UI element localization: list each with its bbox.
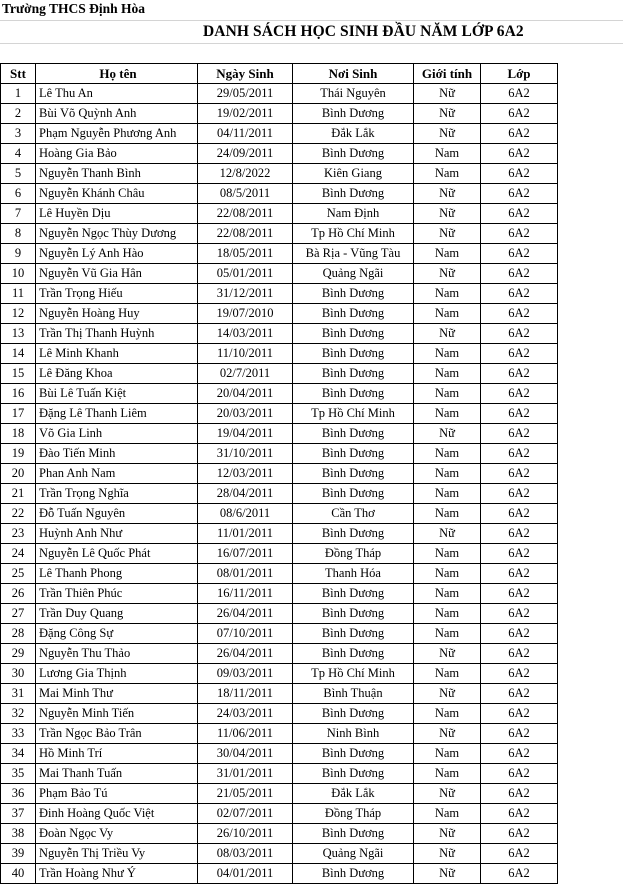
cell-birthplace[interactable]: Đồng Tháp xyxy=(293,804,414,824)
cell-dob[interactable]: 11/10/2011 xyxy=(198,344,293,364)
cell-stt[interactable]: 32 xyxy=(1,704,36,724)
cell-class[interactable]: 6A2 xyxy=(481,704,558,724)
table-row xyxy=(1,804,558,824)
table-row xyxy=(1,644,558,664)
table-row xyxy=(1,684,558,704)
cell-dob[interactable]: 19/04/2011 xyxy=(198,424,293,444)
cell-stt[interactable]: 31 xyxy=(1,684,36,704)
cell-gender[interactable]: Nữ xyxy=(414,784,481,804)
cell-birthplace[interactable]: Thanh Hóa xyxy=(293,564,414,584)
cell-gender[interactable]: Nữ xyxy=(414,84,481,104)
table-row xyxy=(1,404,558,424)
cell-name[interactable]: Mai Thanh Tuấn xyxy=(36,764,198,784)
cell-class[interactable]: 6A2 xyxy=(481,524,558,544)
cell-name[interactable]: Hồ Minh Trí xyxy=(36,744,198,764)
cell-name[interactable]: Đặng Lê Thanh Liêm xyxy=(36,404,198,424)
table-row xyxy=(1,204,558,224)
table-row xyxy=(1,824,558,844)
cell-gender[interactable]: Nữ xyxy=(414,184,481,204)
cell-dob[interactable]: 08/03/2011 xyxy=(198,844,293,864)
cell-dob[interactable]: 16/11/2011 xyxy=(198,584,293,604)
cell-name[interactable]: Lê Đăng Khoa xyxy=(36,364,198,384)
cell-dob[interactable]: 16/07/2011 xyxy=(198,544,293,564)
cell-dob[interactable]: 18/05/2011 xyxy=(198,244,293,264)
cell-birthplace[interactable]: Quảng Ngãi xyxy=(293,264,414,284)
header-class: Lớp xyxy=(481,64,558,84)
header-gender: Giới tính xyxy=(414,64,481,84)
cell-name[interactable]: Phạm Bảo Tú xyxy=(36,784,198,804)
cell-birthplace[interactable]: Ninh Bình xyxy=(293,724,414,744)
cell-name[interactable]: Đinh Hoàng Quốc Việt xyxy=(36,804,198,824)
cell-name[interactable]: Trần Trọng Nghĩa xyxy=(36,484,198,504)
cell-gender[interactable]: Nữ xyxy=(414,324,481,344)
table-row xyxy=(1,344,558,364)
cell-birthplace[interactable]: Bình Dương xyxy=(293,384,414,404)
cell-birthplace[interactable]: Quảng Ngãi xyxy=(293,844,414,864)
header-birthplace: Nơi Sinh xyxy=(293,64,414,84)
cell-name[interactable]: Phạm Nguyễn Phương Anh xyxy=(36,124,198,144)
cell-gender[interactable]: Nữ xyxy=(414,844,481,864)
cell-stt[interactable]: 30 xyxy=(1,664,36,684)
table-row xyxy=(1,564,558,584)
cell-class[interactable]: 6A2 xyxy=(481,764,558,784)
cell-stt[interactable]: 27 xyxy=(1,604,36,624)
cell-stt[interactable]: 15 xyxy=(1,364,36,384)
cell-name[interactable]: Trần Ngọc Bảo Trân xyxy=(36,724,198,744)
cell-stt[interactable]: 38 xyxy=(1,824,36,844)
cell-class[interactable]: 6A2 xyxy=(481,864,558,884)
table-row xyxy=(1,484,558,504)
cell-dob[interactable]: 09/03/2011 xyxy=(198,664,293,684)
cell-dob[interactable]: 08/01/2011 xyxy=(198,564,293,584)
cell-stt[interactable]: 12 xyxy=(1,304,36,324)
cell-birthplace[interactable]: Bình Dương xyxy=(293,144,414,164)
cell-class[interactable]: 6A2 xyxy=(481,584,558,604)
cell-stt[interactable]: 19 xyxy=(1,444,36,464)
cell-stt[interactable]: 39 xyxy=(1,844,36,864)
cell-dob[interactable]: 31/01/2011 xyxy=(198,764,293,784)
cell-class[interactable]: 6A2 xyxy=(481,784,558,804)
table-row xyxy=(1,784,558,804)
table-row xyxy=(1,544,558,564)
cell-gender[interactable]: Nam xyxy=(414,404,481,424)
cell-name[interactable]: Lương Gia Thịnh xyxy=(36,664,198,684)
table-row xyxy=(1,704,558,724)
cell-birthplace[interactable]: Bình Dương xyxy=(293,464,414,484)
cell-stt[interactable]: 23 xyxy=(1,524,36,544)
table-row xyxy=(1,864,558,884)
cell-stt[interactable]: 33 xyxy=(1,724,36,744)
cell-class[interactable]: 6A2 xyxy=(481,124,558,144)
cell-class[interactable]: 6A2 xyxy=(481,684,558,704)
table-row xyxy=(1,724,558,744)
cell-stt[interactable]: 34 xyxy=(1,744,36,764)
cell-birthplace[interactable]: Đắk Lắk xyxy=(293,784,414,804)
header-stt: Stt xyxy=(1,64,36,84)
cell-dob[interactable]: 20/04/2011 xyxy=(198,384,293,404)
gridline xyxy=(0,43,623,44)
cell-stt[interactable]: 14 xyxy=(1,344,36,364)
cell-dob[interactable]: 22/08/2011 xyxy=(198,204,293,224)
cell-stt[interactable]: 22 xyxy=(1,504,36,524)
cell-class[interactable]: 6A2 xyxy=(481,324,558,344)
cell-name[interactable]: Đỗ Tuấn Nguyên xyxy=(36,504,198,524)
table-row xyxy=(1,444,558,464)
cell-class[interactable]: 6A2 xyxy=(481,244,558,264)
cell-stt[interactable]: 1 xyxy=(1,84,36,104)
cell-birthplace[interactable]: Bình Dương xyxy=(293,764,414,784)
cell-class[interactable]: 6A2 xyxy=(481,664,558,684)
table-row xyxy=(1,504,558,524)
cell-name[interactable]: Lê Thanh Phong xyxy=(36,564,198,584)
cell-class[interactable]: 6A2 xyxy=(481,844,558,864)
cell-birthplace[interactable]: Bình Dương xyxy=(293,364,414,384)
cell-name[interactable]: Nguyễn Lý Anh Hào xyxy=(36,244,198,264)
cell-dob[interactable]: 22/08/2011 xyxy=(198,224,293,244)
cell-gender[interactable]: Nữ xyxy=(414,684,481,704)
cell-gender[interactable]: Nam xyxy=(414,764,481,784)
cell-class[interactable]: 6A2 xyxy=(481,544,558,564)
table-body xyxy=(1,84,558,884)
cell-birthplace[interactable]: Bình Dương xyxy=(293,484,414,504)
cell-dob[interactable]: 21/05/2011 xyxy=(198,784,293,804)
table-row xyxy=(1,224,558,244)
cell-class[interactable]: 6A2 xyxy=(481,484,558,504)
cell-gender[interactable]: Nam xyxy=(414,584,481,604)
cell-class[interactable]: 6A2 xyxy=(481,824,558,844)
cell-dob[interactable]: 30/04/2011 xyxy=(198,744,293,764)
cell-class[interactable]: 6A2 xyxy=(481,344,558,364)
cell-dob[interactable]: 26/10/2011 xyxy=(198,824,293,844)
table-row xyxy=(1,624,558,644)
cell-stt[interactable]: 13 xyxy=(1,324,36,344)
table-row xyxy=(1,244,558,264)
cell-name[interactable]: Nguyễn Vũ Gia Hân xyxy=(36,264,198,284)
cell-name[interactable]: Nguyễn Khánh Châu xyxy=(36,184,198,204)
cell-dob[interactable]: 31/10/2011 xyxy=(198,444,293,464)
table-row xyxy=(1,124,558,144)
cell-dob[interactable]: 07/10/2011 xyxy=(198,624,293,644)
cell-stt[interactable]: 21 xyxy=(1,484,36,504)
cell-name[interactable]: Huỳnh Anh Như xyxy=(36,524,198,544)
cell-gender[interactable]: Nam xyxy=(414,384,481,404)
cell-stt[interactable]: 11 xyxy=(1,284,36,304)
cell-name[interactable]: Bùi Lê Tuấn Kiệt xyxy=(36,384,198,404)
cell-gender[interactable]: Nam xyxy=(414,704,481,724)
cell-dob[interactable]: 24/03/2011 xyxy=(198,704,293,724)
cell-birthplace[interactable]: Cần Thơ xyxy=(293,504,414,524)
cell-stt[interactable]: 37 xyxy=(1,804,36,824)
cell-name[interactable]: Nguyễn Hoàng Huy xyxy=(36,304,198,324)
cell-gender[interactable]: Nam xyxy=(414,484,481,504)
cell-stt[interactable]: 20 xyxy=(1,464,36,484)
cell-stt[interactable]: 2 xyxy=(1,104,36,124)
cell-birthplace[interactable]: Bình Dương xyxy=(293,824,414,844)
table-row xyxy=(1,664,558,684)
cell-gender[interactable]: Nữ xyxy=(414,204,481,224)
cell-class[interactable]: 6A2 xyxy=(481,264,558,284)
header-dob: Ngày Sinh xyxy=(198,64,293,84)
cell-stt[interactable]: 36 xyxy=(1,784,36,804)
table-row xyxy=(1,584,558,604)
cell-gender[interactable]: Nam xyxy=(414,464,481,484)
student-table xyxy=(0,63,558,884)
cell-class[interactable]: 6A2 xyxy=(481,424,558,444)
cell-birthplace[interactable]: Bình Dương xyxy=(293,324,414,344)
cell-birthplace[interactable]: Bình Dương xyxy=(293,864,414,884)
cell-dob[interactable]: 05/01/2011 xyxy=(198,264,293,284)
document-title: DANH SÁCH HỌC SINH ĐẦU NĂM LỚP 6A2 xyxy=(203,23,524,40)
table-row xyxy=(1,304,558,324)
cell-birthplace[interactable]: Bà Rịa - Vũng Tàu xyxy=(293,244,414,264)
cell-class[interactable]: 6A2 xyxy=(481,84,558,104)
cell-gender[interactable]: Nữ xyxy=(414,104,481,124)
cell-gender[interactable]: Nam xyxy=(414,804,481,824)
cell-class[interactable]: 6A2 xyxy=(481,604,558,624)
cell-class[interactable]: 6A2 xyxy=(481,564,558,584)
table-row xyxy=(1,464,558,484)
cell-name[interactable]: Nguyễn Minh Tiến xyxy=(36,704,198,724)
cell-gender[interactable]: Nam xyxy=(414,544,481,564)
cell-dob[interactable]: 31/12/2011 xyxy=(198,284,293,304)
cell-birthplace[interactable]: Thái Nguyên xyxy=(293,84,414,104)
cell-gender[interactable]: Nam xyxy=(414,604,481,624)
cell-birthplace[interactable]: Bình Dương xyxy=(293,524,414,544)
cell-stt[interactable]: 25 xyxy=(1,564,36,584)
cell-class[interactable]: 6A2 xyxy=(481,464,558,484)
cell-gender[interactable]: Nam xyxy=(414,564,481,584)
cell-stt[interactable]: 4 xyxy=(1,144,36,164)
cell-birthplace[interactable]: Bình Dương xyxy=(293,644,414,664)
cell-birthplace[interactable]: Bình Dương xyxy=(293,104,414,124)
cell-gender[interactable]: Nữ xyxy=(414,724,481,744)
cell-class[interactable]: 6A2 xyxy=(481,724,558,744)
cell-dob[interactable]: 08/5/2011 xyxy=(198,184,293,204)
cell-dob[interactable]: 08/6/2011 xyxy=(198,504,293,524)
cell-gender[interactable]: Nam xyxy=(414,504,481,524)
table-row xyxy=(1,604,558,624)
cell-dob[interactable]: 18/11/2011 xyxy=(198,684,293,704)
cell-birthplace[interactable]: Bình Dương xyxy=(293,704,414,724)
cell-dob[interactable]: 02/07/2011 xyxy=(198,804,293,824)
cell-gender[interactable]: Nữ xyxy=(414,824,481,844)
cell-dob[interactable]: 28/04/2011 xyxy=(198,484,293,504)
cell-class[interactable]: 6A2 xyxy=(481,624,558,644)
cell-class[interactable]: 6A2 xyxy=(481,644,558,664)
cell-dob[interactable]: 04/11/2011 xyxy=(198,124,293,144)
cell-gender[interactable]: Nam xyxy=(414,624,481,644)
table-row xyxy=(1,764,558,784)
cell-class[interactable]: 6A2 xyxy=(481,304,558,324)
cell-name[interactable]: Nguyễn Thu Thảo xyxy=(36,644,198,664)
cell-dob[interactable]: 11/06/2011 xyxy=(198,724,293,744)
cell-stt[interactable]: 17 xyxy=(1,404,36,424)
cell-gender[interactable]: Nữ xyxy=(414,224,481,244)
cell-birthplace[interactable]: Bình Thuận xyxy=(293,684,414,704)
cell-name[interactable]: Lê Thu An xyxy=(36,84,198,104)
header-name: Họ tên xyxy=(36,64,198,84)
table-row xyxy=(1,424,558,444)
cell-class[interactable]: 6A2 xyxy=(481,224,558,244)
school-name: Trường THCS Định Hòa xyxy=(2,1,145,16)
cell-dob[interactable]: 11/01/2011 xyxy=(198,524,293,544)
cell-gender[interactable]: Nam xyxy=(414,444,481,464)
cell-gender[interactable]: Nam xyxy=(414,304,481,324)
cell-stt[interactable]: 35 xyxy=(1,764,36,784)
cell-name[interactable]: Trần Hoàng Như Ý xyxy=(36,864,198,884)
table-row xyxy=(1,84,558,104)
cell-name[interactable]: Nguyễn Lê Quốc Phát xyxy=(36,544,198,564)
cell-birthplace[interactable]: Bình Dương xyxy=(293,604,414,624)
cell-name[interactable]: Trần Thiên Phúc xyxy=(36,584,198,604)
cell-gender[interactable]: Nữ xyxy=(414,524,481,544)
cell-gender[interactable]: Nam xyxy=(414,144,481,164)
cell-name[interactable]: Lê Minh Khanh xyxy=(36,344,198,364)
cell-name[interactable]: Trần Duy Quang xyxy=(36,604,198,624)
table-row xyxy=(1,324,558,344)
cell-class[interactable]: 6A2 xyxy=(481,804,558,824)
cell-stt[interactable]: 5 xyxy=(1,164,36,184)
cell-name[interactable]: Đặng Công Sự xyxy=(36,624,198,644)
cell-gender[interactable]: Nam xyxy=(414,164,481,184)
table-row xyxy=(1,524,558,544)
cell-name[interactable]: Hoàng Gia Bảo xyxy=(36,144,198,164)
table-row xyxy=(1,744,558,764)
cell-name[interactable]: Nguyễn Ngọc Thùy Dương xyxy=(36,224,198,244)
cell-name[interactable]: Đoàn Ngọc Vy xyxy=(36,824,198,844)
cell-stt[interactable]: 16 xyxy=(1,384,36,404)
cell-birthplace[interactable]: Bình Dương xyxy=(293,444,414,464)
cell-gender[interactable]: Nam xyxy=(414,284,481,304)
cell-stt[interactable]: 29 xyxy=(1,644,36,664)
cell-birthplace[interactable]: Nam Định xyxy=(293,204,414,224)
cell-birthplace[interactable]: Bình Dương xyxy=(293,424,414,444)
cell-class[interactable]: 6A2 xyxy=(481,184,558,204)
cell-stt[interactable]: 6 xyxy=(1,184,36,204)
cell-stt[interactable]: 28 xyxy=(1,624,36,644)
cell-class[interactable]: 6A2 xyxy=(481,144,558,164)
cell-stt[interactable]: 7 xyxy=(1,204,36,224)
cell-dob[interactable]: 24/09/2011 xyxy=(198,144,293,164)
cell-dob[interactable]: 14/03/2011 xyxy=(198,324,293,344)
cell-class[interactable]: 6A2 xyxy=(481,444,558,464)
cell-name[interactable]: Nguyễn Thị Triều Vy xyxy=(36,844,198,864)
cell-name[interactable]: Mai Minh Thư xyxy=(36,684,198,704)
table-row xyxy=(1,284,558,304)
cell-name[interactable]: Nguyễn Thanh Bình xyxy=(36,164,198,184)
cell-class[interactable]: 6A2 xyxy=(481,384,558,404)
cell-dob[interactable]: 29/05/2011 xyxy=(198,84,293,104)
cell-gender[interactable]: Nữ xyxy=(414,124,481,144)
cell-birthplace[interactable]: Bình Dương xyxy=(293,284,414,304)
cell-gender[interactable]: Nam xyxy=(414,344,481,364)
cell-gender[interactable]: Nữ xyxy=(414,864,481,884)
cell-birthplace[interactable]: Kiên Giang xyxy=(293,164,414,184)
cell-gender[interactable]: Nam xyxy=(414,744,481,764)
table-row xyxy=(1,184,558,204)
cell-dob[interactable]: 02/7/2011 xyxy=(198,364,293,384)
cell-birthplace[interactable]: Tp Hồ Chí Minh xyxy=(293,664,414,684)
cell-dob[interactable]: 19/07/2010 xyxy=(198,304,293,324)
table-row xyxy=(1,844,558,864)
cell-dob[interactable]: 19/02/2011 xyxy=(198,104,293,124)
cell-dob[interactable]: 26/04/2011 xyxy=(198,644,293,664)
cell-class[interactable]: 6A2 xyxy=(481,284,558,304)
cell-birthplace[interactable]: Đồng Tháp xyxy=(293,544,414,564)
cell-gender[interactable]: Nam xyxy=(414,664,481,684)
cell-stt[interactable]: 8 xyxy=(1,224,36,244)
cell-dob[interactable]: 12/8/2022 xyxy=(198,164,293,184)
cell-name[interactable]: Bùi Võ Quỳnh Anh xyxy=(36,104,198,124)
cell-class[interactable]: 6A2 xyxy=(481,164,558,184)
table-row xyxy=(1,164,558,184)
cell-dob[interactable]: 20/03/2011 xyxy=(198,404,293,424)
cell-stt[interactable]: 26 xyxy=(1,584,36,604)
cell-birthplace[interactable]: Bình Dương xyxy=(293,624,414,644)
table-row xyxy=(1,364,558,384)
cell-name[interactable]: Lê Huyền Dịu xyxy=(36,204,198,224)
cell-gender[interactable]: Nữ xyxy=(414,644,481,664)
cell-class[interactable]: 6A2 xyxy=(481,364,558,384)
cell-birthplace[interactable]: Tp Hồ Chí Minh xyxy=(293,224,414,244)
cell-dob[interactable]: 26/04/2011 xyxy=(198,604,293,624)
cell-birthplace[interactable]: Bình Dương xyxy=(293,304,414,324)
cell-stt[interactable]: 10 xyxy=(1,264,36,284)
cell-birthplace[interactable]: Bình Dương xyxy=(293,184,414,204)
table-row xyxy=(1,104,558,124)
cell-class[interactable]: 6A2 xyxy=(481,204,558,224)
cell-birthplace[interactable]: Bình Dương xyxy=(293,744,414,764)
cell-class[interactable]: 6A2 xyxy=(481,104,558,124)
cell-gender[interactable]: Nữ xyxy=(414,424,481,444)
cell-name[interactable]: Đào Tiến Minh xyxy=(36,444,198,464)
cell-stt[interactable]: 3 xyxy=(1,124,36,144)
cell-name[interactable]: Trần Thị Thanh Huỳnh xyxy=(36,324,198,344)
table-header-row xyxy=(1,64,558,84)
cell-stt[interactable]: 24 xyxy=(1,544,36,564)
cell-class[interactable]: 6A2 xyxy=(481,744,558,764)
table-row xyxy=(1,264,558,284)
cell-dob[interactable]: 04/01/2011 xyxy=(198,864,293,884)
cell-birthplace[interactable]: Tp Hồ Chí Minh xyxy=(293,404,414,424)
table-row xyxy=(1,384,558,404)
gridline xyxy=(0,20,623,21)
cell-birthplace[interactable]: Bình Dương xyxy=(293,584,414,604)
cell-name[interactable]: Trần Trọng Hiếu xyxy=(36,284,198,304)
cell-birthplace[interactable]: Đắk Lắk xyxy=(293,124,414,144)
cell-gender[interactable]: Nam xyxy=(414,244,481,264)
cell-stt[interactable]: 9 xyxy=(1,244,36,264)
cell-birthplace[interactable]: Bình Dương xyxy=(293,344,414,364)
cell-class[interactable]: 6A2 xyxy=(481,504,558,524)
cell-class[interactable]: 6A2 xyxy=(481,404,558,424)
cell-gender[interactable]: Nam xyxy=(414,364,481,384)
cell-dob[interactable]: 12/03/2011 xyxy=(198,464,293,484)
cell-stt[interactable]: 18 xyxy=(1,424,36,444)
cell-stt[interactable]: 40 xyxy=(1,864,36,884)
cell-name[interactable]: Võ Gia Linh xyxy=(36,424,198,444)
cell-name[interactable]: Phan Anh Nam xyxy=(36,464,198,484)
table-row xyxy=(1,144,558,164)
cell-gender[interactable]: Nữ xyxy=(414,264,481,284)
